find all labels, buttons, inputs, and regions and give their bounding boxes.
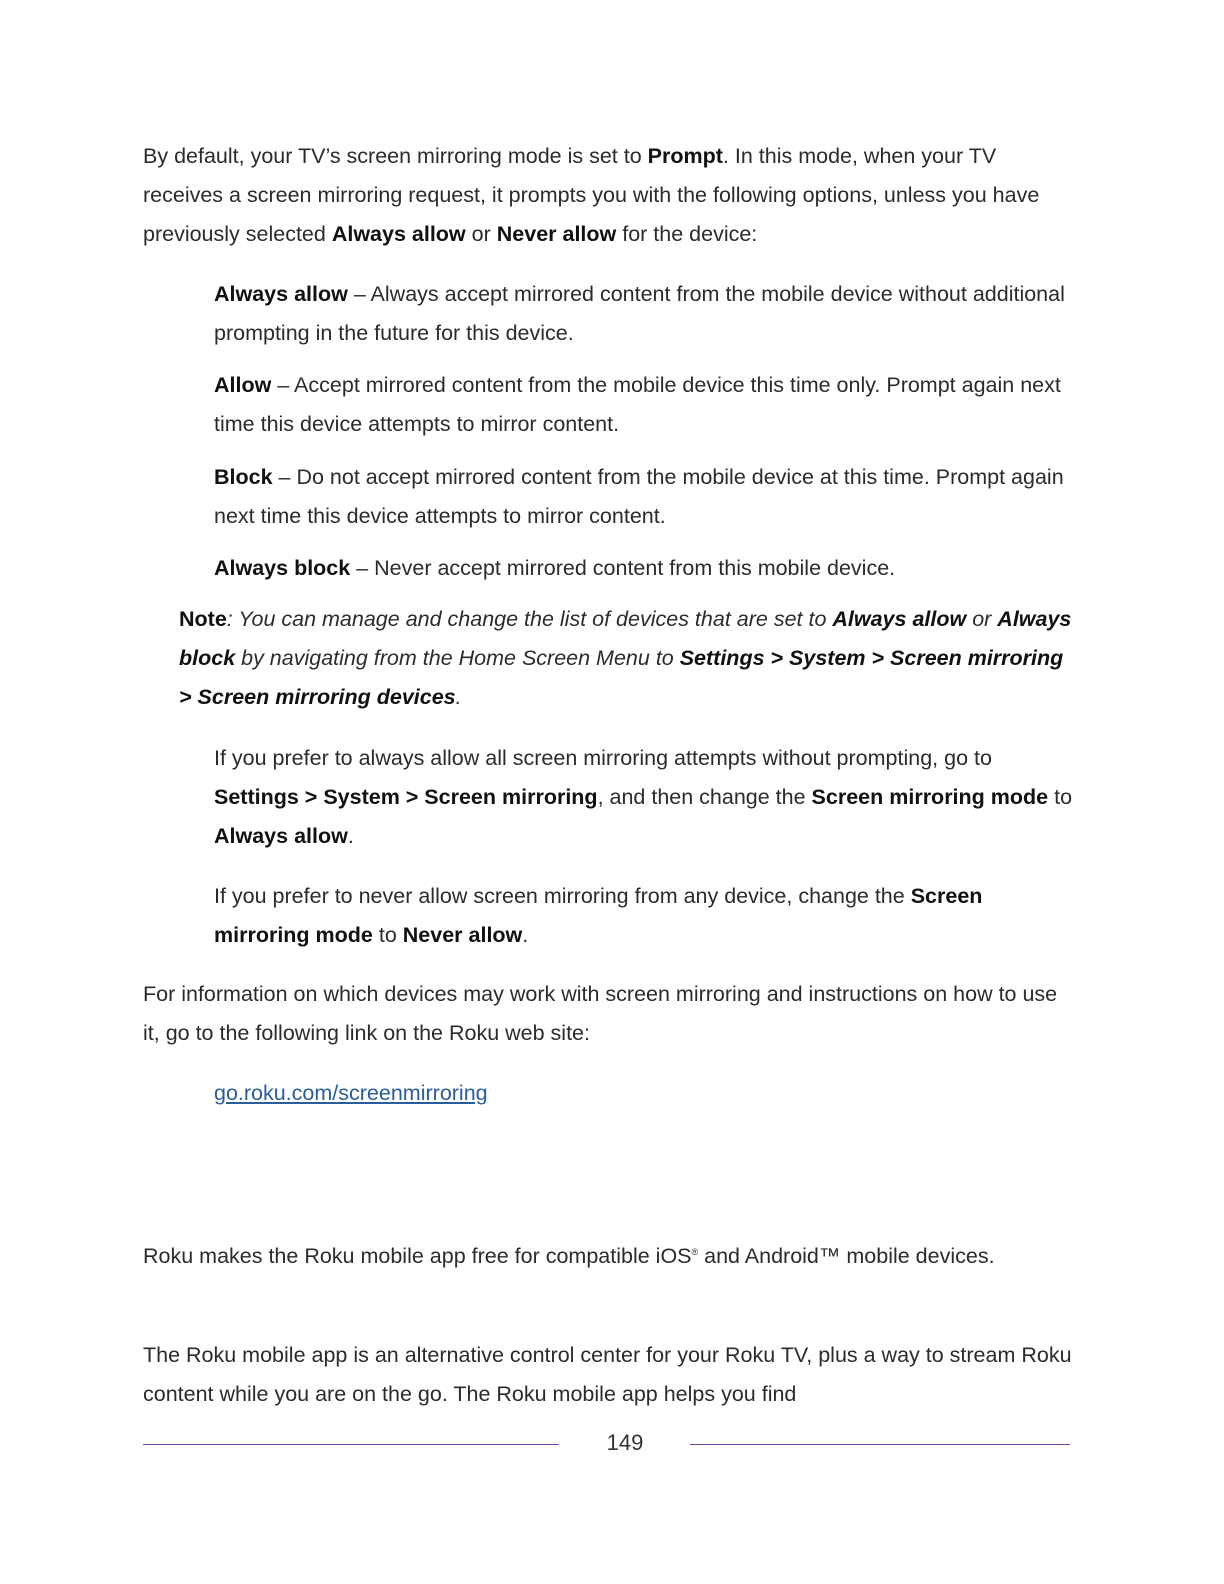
allow-all-value-term: Always allow — [214, 824, 348, 848]
note-text-2: or — [966, 607, 998, 631]
mobile-app-description-paragraph: The Roku mobile app is an alternative control center for your Roku TV, plus a way to stream Roku content while you are on the go. The Roku mobile app helps you find — [143, 1343, 1072, 1406]
note-label: Note — [179, 607, 227, 631]
footer-rule-right — [690, 1444, 1070, 1445]
note-always-allow-term: Always allow — [832, 607, 967, 631]
allow-all-mode-term: Screen mirroring mode — [811, 785, 1049, 809]
intro-text-2: . In this mode, when your TV receives a screen mirroring request, it prompts you with the following options, unless you have previously selected — [143, 144, 1040, 246]
mobile-intro-text-1: Roku makes the Roku mobile app free for compatible iOS — [143, 1244, 692, 1268]
screen-mirroring-link[interactable]: go.roku.com/screenmirroring — [214, 1081, 488, 1105]
note-text-3: by navigating from the Home Screen Menu to — [235, 646, 680, 670]
note-always-block-term: Always block — [179, 607, 1072, 670]
intro-text-3: or — [465, 222, 497, 246]
option-block — [214, 458, 1076, 536]
option-term: Allow — [214, 373, 272, 397]
never-allow-text-3: . — [522, 923, 529, 947]
never-allow-mode-term: Screen mirroring mode — [214, 884, 983, 947]
option-term: Always allow — [214, 282, 348, 306]
footer-rule-left — [143, 1444, 559, 1445]
never-allow-paragraph — [214, 877, 1076, 955]
option-always-allow — [214, 275, 1076, 353]
intro-never-allow-term: Never allow — [496, 222, 617, 246]
allow-all-text-4: . — [347, 824, 354, 848]
page-number: 149 — [606, 1430, 644, 1455]
allow-all-settings-path: Settings > System > Screen mirroring — [214, 785, 598, 809]
info-paragraph: For information on which devices may work with screen mirroring and instructions on how to use it, go to the following link on the Roku web site: — [143, 982, 1058, 1045]
option-description: – Always accept mirrored content from the mobile device without additional prompting in the future for this device. — [214, 282, 1065, 345]
intro-prompt-term: Prompt — [647, 144, 723, 168]
allow-all-text-3: to — [1048, 785, 1073, 809]
allow-all-paragraph — [214, 739, 1076, 856]
note-text-1: : You can manage and change the list of devices that are set to — [226, 607, 833, 631]
intro-text-1: By default, your TV’s screen mirroring mode is set to — [143, 144, 648, 168]
option-term: Block — [214, 465, 273, 489]
note-settings-path: Settings > System > Screen mirroring > Screen mirroring devices — [179, 646, 1064, 709]
note-paragraph — [179, 600, 1074, 717]
intro-paragraph — [143, 137, 1078, 254]
option-description: – Accept mirrored content from the mobile device this time only. Prompt again next time this device attempts to mirror content. — [214, 373, 1061, 436]
never-allow-text-2: to — [372, 923, 403, 947]
never-allow-value-term: Never allow — [402, 923, 523, 947]
option-description: – Never accept mirrored content from this mobile device. — [350, 556, 896, 580]
allow-all-text-2: , and then change the — [597, 785, 812, 809]
link-paragraph — [214, 1074, 1076, 1113]
intro-text-4: for the device: — [616, 222, 758, 246]
option-description: – Do not accept mirrored content from the mobile device at this time. Prompt again next time this device attempts to mirror content. — [214, 465, 1064, 528]
option-allow — [214, 366, 1076, 444]
option-always-block — [214, 549, 1076, 588]
registered-mark: ® — [691, 1246, 699, 1257]
mobile-app-intro-paragraph — [143, 1237, 1078, 1276]
intro-always-allow-term: Always allow — [331, 222, 466, 246]
mobile-intro-text-2: and Android™ mobile devices. — [698, 1244, 995, 1268]
note-text-4: . — [455, 685, 462, 709]
option-term: Always block — [214, 556, 351, 580]
never-allow-text-1: If you prefer to never allow screen mirroring from any device, change the — [214, 884, 911, 908]
allow-all-text-1: If you prefer to always allow all screen mirroring attempts without prompting, go to — [214, 746, 992, 770]
